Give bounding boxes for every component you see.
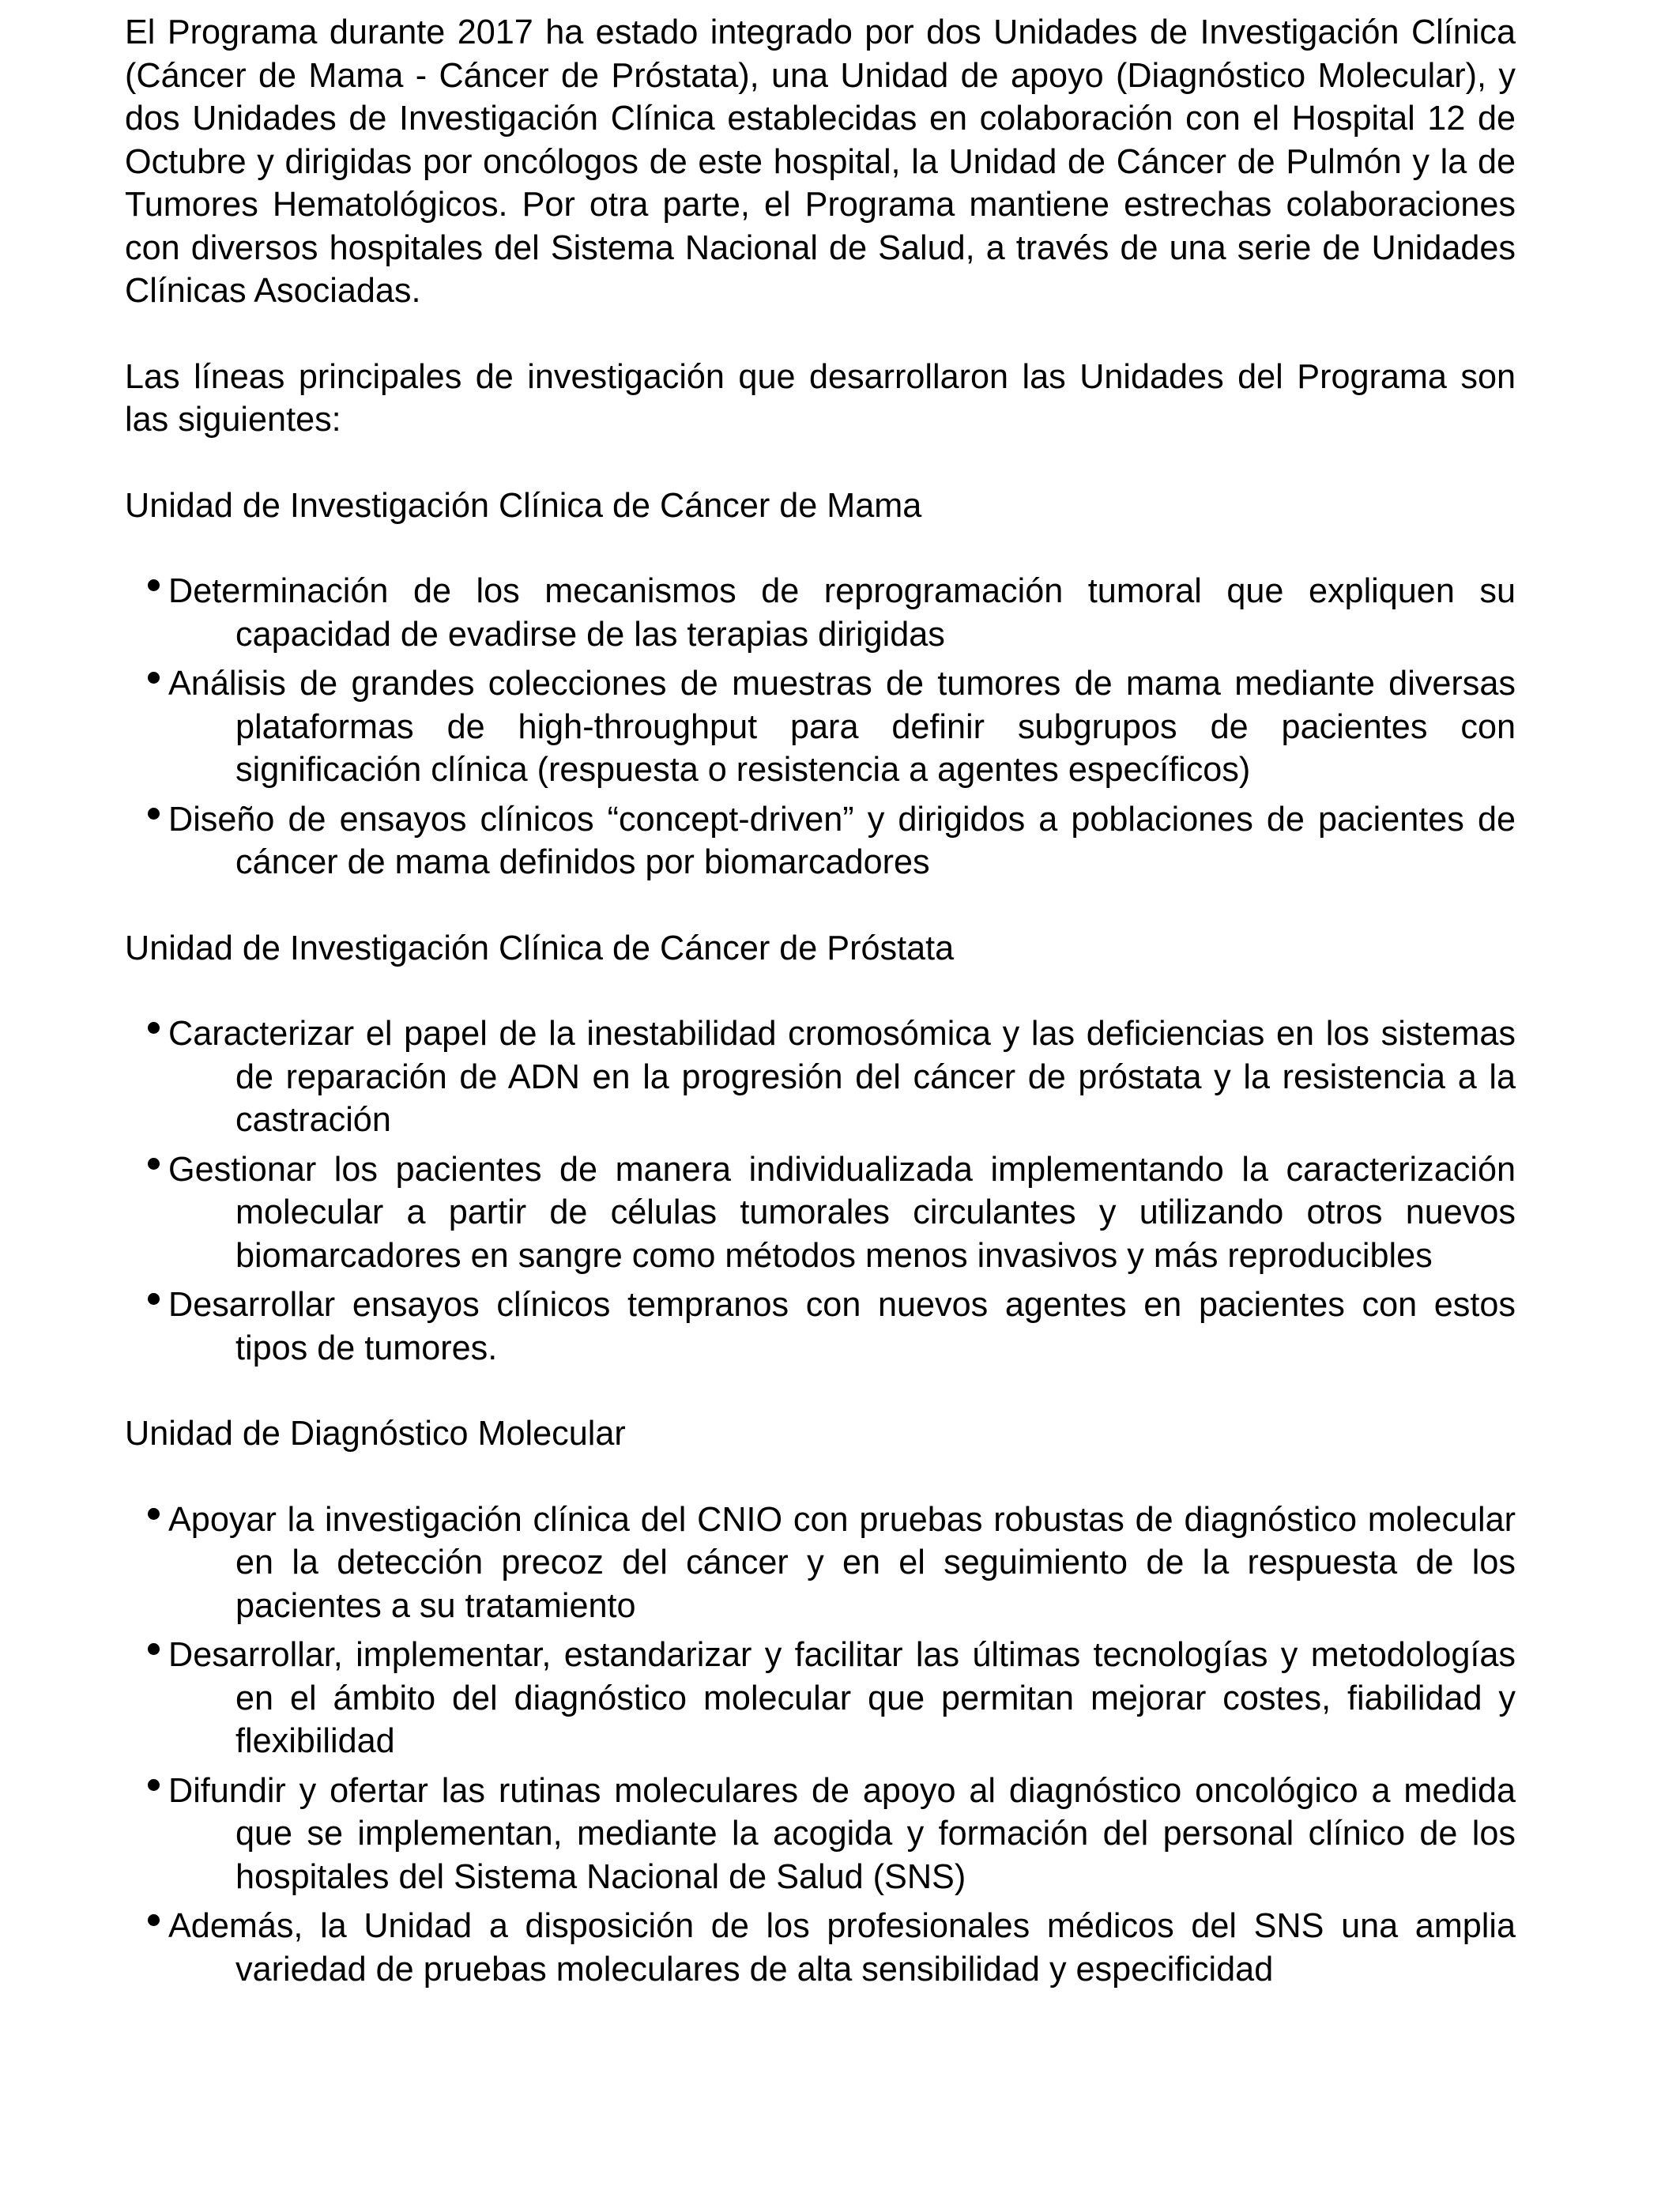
bullet-icon xyxy=(148,582,168,602)
bullet-icon xyxy=(148,1510,168,1531)
bullet-icon xyxy=(148,810,168,831)
document-page xyxy=(125,11,1516,1997)
unit-list-diagnostico xyxy=(125,1498,1516,1992)
list-item: Además, la Unidad a disposición de los profesionales médicos del SNS una amplia variedad de pruebas moleculares de alta sensibilidad y especificidad xyxy=(125,1905,1516,1991)
unit-heading-mama: Unidad de Investigación Clínica de Cáncer de Mama xyxy=(125,486,922,525)
bullet-icon xyxy=(148,1160,168,1181)
list-item: Gestionar los pacientes de manera individualizada implementando la caracterización molecular a partir de células tumorales circulantes y utilizando otros nuevos biomarcadores en sangre como métodos menos invasivos y más reproducibles xyxy=(125,1148,1516,1278)
unit-heading-prostata: Unidad de Investigación Clínica de Cáncer de Próstata xyxy=(125,929,955,967)
bullet-icon xyxy=(148,1781,168,1802)
list-item: Análisis de grandes colecciones de muestras de tumores de mama mediante diversas plataformas de high-throughput para definir subgrupos de pacientes con significación clínica (respuesta o resistencia a agentes específicos) xyxy=(125,662,1516,792)
list-item: Determinación de los mecanismos de reprogramación tumoral que expliquen su capacidad de evadirse de las terapias dirigidas xyxy=(125,570,1516,656)
list-item: Diseño de ensayos clínicos “concept-driven” y dirigidos a poblaciones de pacientes de cáncer de mama definidos por biomarcadores xyxy=(125,798,1516,884)
list-item: Difundir y ofertar las rutinas moleculares de apoyo al diagnóstico oncológico a medida que se implementan, mediante la acogida y formación del personal clínico de los hospitales del Sistema Nacional de Salud (SNS) xyxy=(125,1770,1516,1899)
list-item: Caracterizar el papel de la inestabilidad cromosómica y las deficiencias en los sistemas de reparación de ADN en la progresión del cáncer de próstata y la resistencia a la castración xyxy=(125,1012,1516,1142)
bullet-icon xyxy=(148,1024,168,1045)
unit-list-prostata xyxy=(125,1012,1516,1370)
unit-heading-diagnostico: Unidad de Diagnóstico Molecular xyxy=(125,1415,626,1453)
lines-intro-paragraph: Las líneas principales de investigación que desarrollaron las Unidades del Programa son las siguientes: xyxy=(125,357,1516,439)
unit-list-mama xyxy=(125,570,1516,884)
list-item: Desarrollar, implementar, estandarizar y facilitar las últimas tecnologías y metodologías en el ámbito del diagnóstico molecular que permitan mejorar costes, fiabilidad y flexibilidad xyxy=(125,1634,1516,1763)
bullet-icon xyxy=(148,1295,168,1316)
bullet-icon xyxy=(148,674,168,695)
list-item: Apoyar la investigación clínica del CNIO con pruebas robustas de diagnóstico molecular en la detección precoz del cáncer y en el seguimiento de la respuesta de los pacientes a su tratamiento xyxy=(125,1498,1516,1628)
list-item: Desarrollar ensayos clínicos tempranos con nuevos agentes en pacientes con estos tipos de tumores. xyxy=(125,1284,1516,1370)
intro-paragraph: El Programa durante 2017 ha estado integrado por dos Unidades de Investigación Clínica (Cáncer de Mama - Cáncer de Próstata), una Unidad de apoyo (Diagnóstico Molecular), y dos Unidades de Investigación Clínica establecidas en colaboración con el Hospital 12 de Octubre y dirigidas por oncólogos de este hospital, la Unidad de Cáncer de Pulmón y la de Tumores Hematológicos. Por otra parte, el Programa mantiene estrechas colaboraciones con diversos hospitales del Sistema Nacional de Salud, a través de una serie de Unidades Clínicas Asociadas. xyxy=(125,13,1516,310)
bullet-icon xyxy=(148,1646,168,1666)
bullet-icon xyxy=(148,1917,168,1937)
